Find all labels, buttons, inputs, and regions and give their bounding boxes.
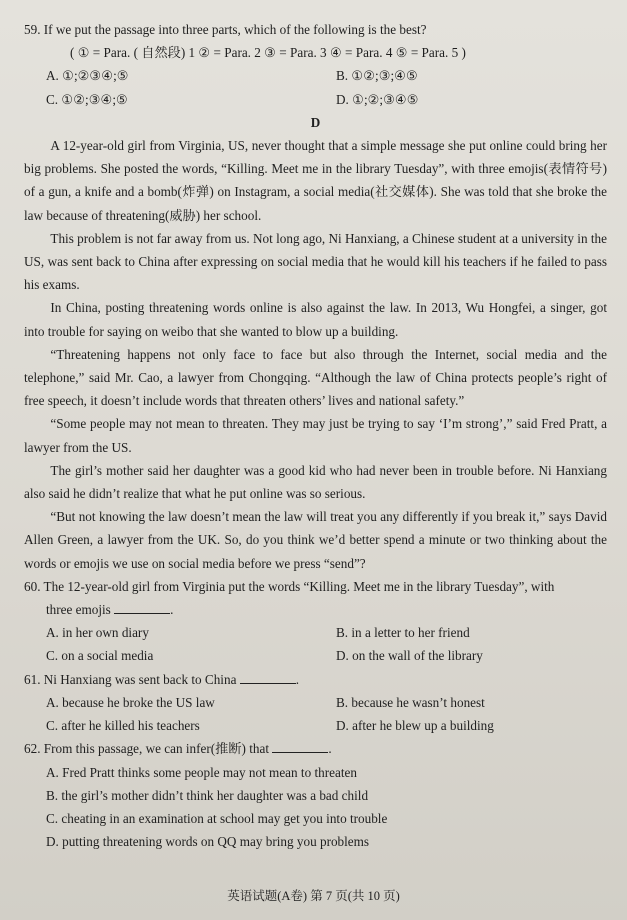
q62-line: 62. From this passage, we can infer(推断) that .: [24, 737, 607, 760]
q60-option-c[interactable]: C. on a social media: [46, 648, 154, 664]
q62-stem: 62. From this passage, we can infer(推断) that: [24, 741, 270, 757]
q62-options: [46, 761, 607, 854]
q60-option-b[interactable]: B. in a letter to her friend: [336, 625, 470, 641]
q61-line: 61. Ni Hanxiang was sent back to China .: [24, 668, 607, 691]
answer-blank[interactable]: [272, 738, 328, 753]
paragraph-2: This problem is not far away from us. Not long ago, Ni Hanxiang, a Chinese student at a university in the US, was sent back to China after expressing on social media that he would kill his teachers if he failed to pass his exams.: [24, 230, 607, 293]
q61-option-a[interactable]: A. because he broke the US law: [46, 694, 215, 710]
paragraph-5: “Some people may not mean to threaten. They may just be trying to say ‘I’m strong’,” said Fred Pratt, a lawyer from the US.: [24, 416, 607, 455]
q62-option-a[interactable]: A. Fred Pratt thinks some people may not mean to threaten: [46, 764, 357, 780]
q60-stem-cont: three emojis .: [46, 598, 607, 621]
answer-blank[interactable]: [240, 669, 296, 684]
q62-option-b[interactable]: B. the girl’s mother didn’t think her daughter was a bad child: [46, 787, 369, 803]
q61-option-b[interactable]: B. because he wasn’t honest: [336, 694, 485, 710]
q61-options: [46, 691, 607, 737]
q61-option-d[interactable]: D. after he blew up a building: [336, 718, 494, 734]
q60-stem: 60. The 12-year-old girl from Virginia put the words “Killing. Meet me in the library Tuesday”, with: [24, 578, 555, 594]
q59-option-d[interactable]: D. ①;②;③④⑤: [336, 91, 419, 107]
q61-option-c[interactable]: C. after he killed his teachers: [46, 718, 200, 734]
page-footer: 英语试题(A卷) 第 7 页(共 10 页): [227, 888, 400, 903]
q62-option-d[interactable]: D. putting threatening words on QQ may bring you problems: [46, 834, 370, 850]
q59-option-b[interactable]: B. ①②;③;④⑤: [336, 68, 418, 84]
q59-legend: ( ① = Para. ( 自然段) 1 ② = Para. 2 ③ = Para. 3 ④ = Para. 4 ⑤ = Para. 5 ): [70, 45, 466, 61]
paragraph-1: A 12-year-old girl from Virginia, US, never thought that a simple message she put online could bring her big problems. She posted the words, “Killing. Meet me in the library Tuesday”, with three emojis(表情符号) of a gun, a knife and a bomb(炸弹) on Instagram, a social media(社交媒体). She was told that she broke the law because of threatening(威胁) her school.: [24, 138, 607, 223]
q60-option-a[interactable]: A. in her own diary: [46, 625, 149, 641]
paragraph-7: “But not knowing the law doesn’t mean the law will treat you any differently if you break it,” says David Allen Green, a lawyer from the UK. So, do you think we’d better spend a minute or two thinking about the words or emojis we use on social media before we press “send”?: [24, 509, 607, 571]
q62-option-c[interactable]: C. cheating in an examination at school may get you into trouble: [46, 810, 388, 826]
q59-stem: 59. If we put the passage into three parts, which of the following is the best?: [24, 22, 427, 37]
q60-options: [46, 621, 607, 667]
paragraph-3: In China, posting threatening words online is also against the law. In 2013, Wu Hongfei, a singer, got into trouble for saying on weibo that she wanted to blow up a building.: [24, 300, 607, 339]
answer-blank[interactable]: [114, 599, 170, 614]
paragraph-6: The girl’s mother said her daughter was a good kid who had never been in trouble before. Ni Hanxiang also said he didn’t realize that what he put online was so serious.: [24, 462, 607, 502]
section-heading: D: [310, 114, 321, 130]
q60-option-d[interactable]: D. on the wall of the library: [336, 648, 483, 664]
q60-stem-2: three emojis: [46, 602, 111, 618]
q59-option-c[interactable]: C. ①②;③④;⑤: [46, 91, 128, 107]
q59-options: [46, 64, 607, 110]
passage: [24, 134, 607, 575]
paragraph-4: “Threatening happens not only face to face but also through the Internet, social media and the telephone,” said Mr. Cao, a lawyer from Chongqing. “Although the law of China protects people’s right of free speech, it doesn’t include words that threaten others’ lives and national safety.”: [24, 346, 607, 409]
q61-stem: 61. Ni Hanxiang was sent back to China: [24, 671, 237, 687]
q59-option-a[interactable]: A. ①;②③④;⑤: [46, 68, 129, 84]
